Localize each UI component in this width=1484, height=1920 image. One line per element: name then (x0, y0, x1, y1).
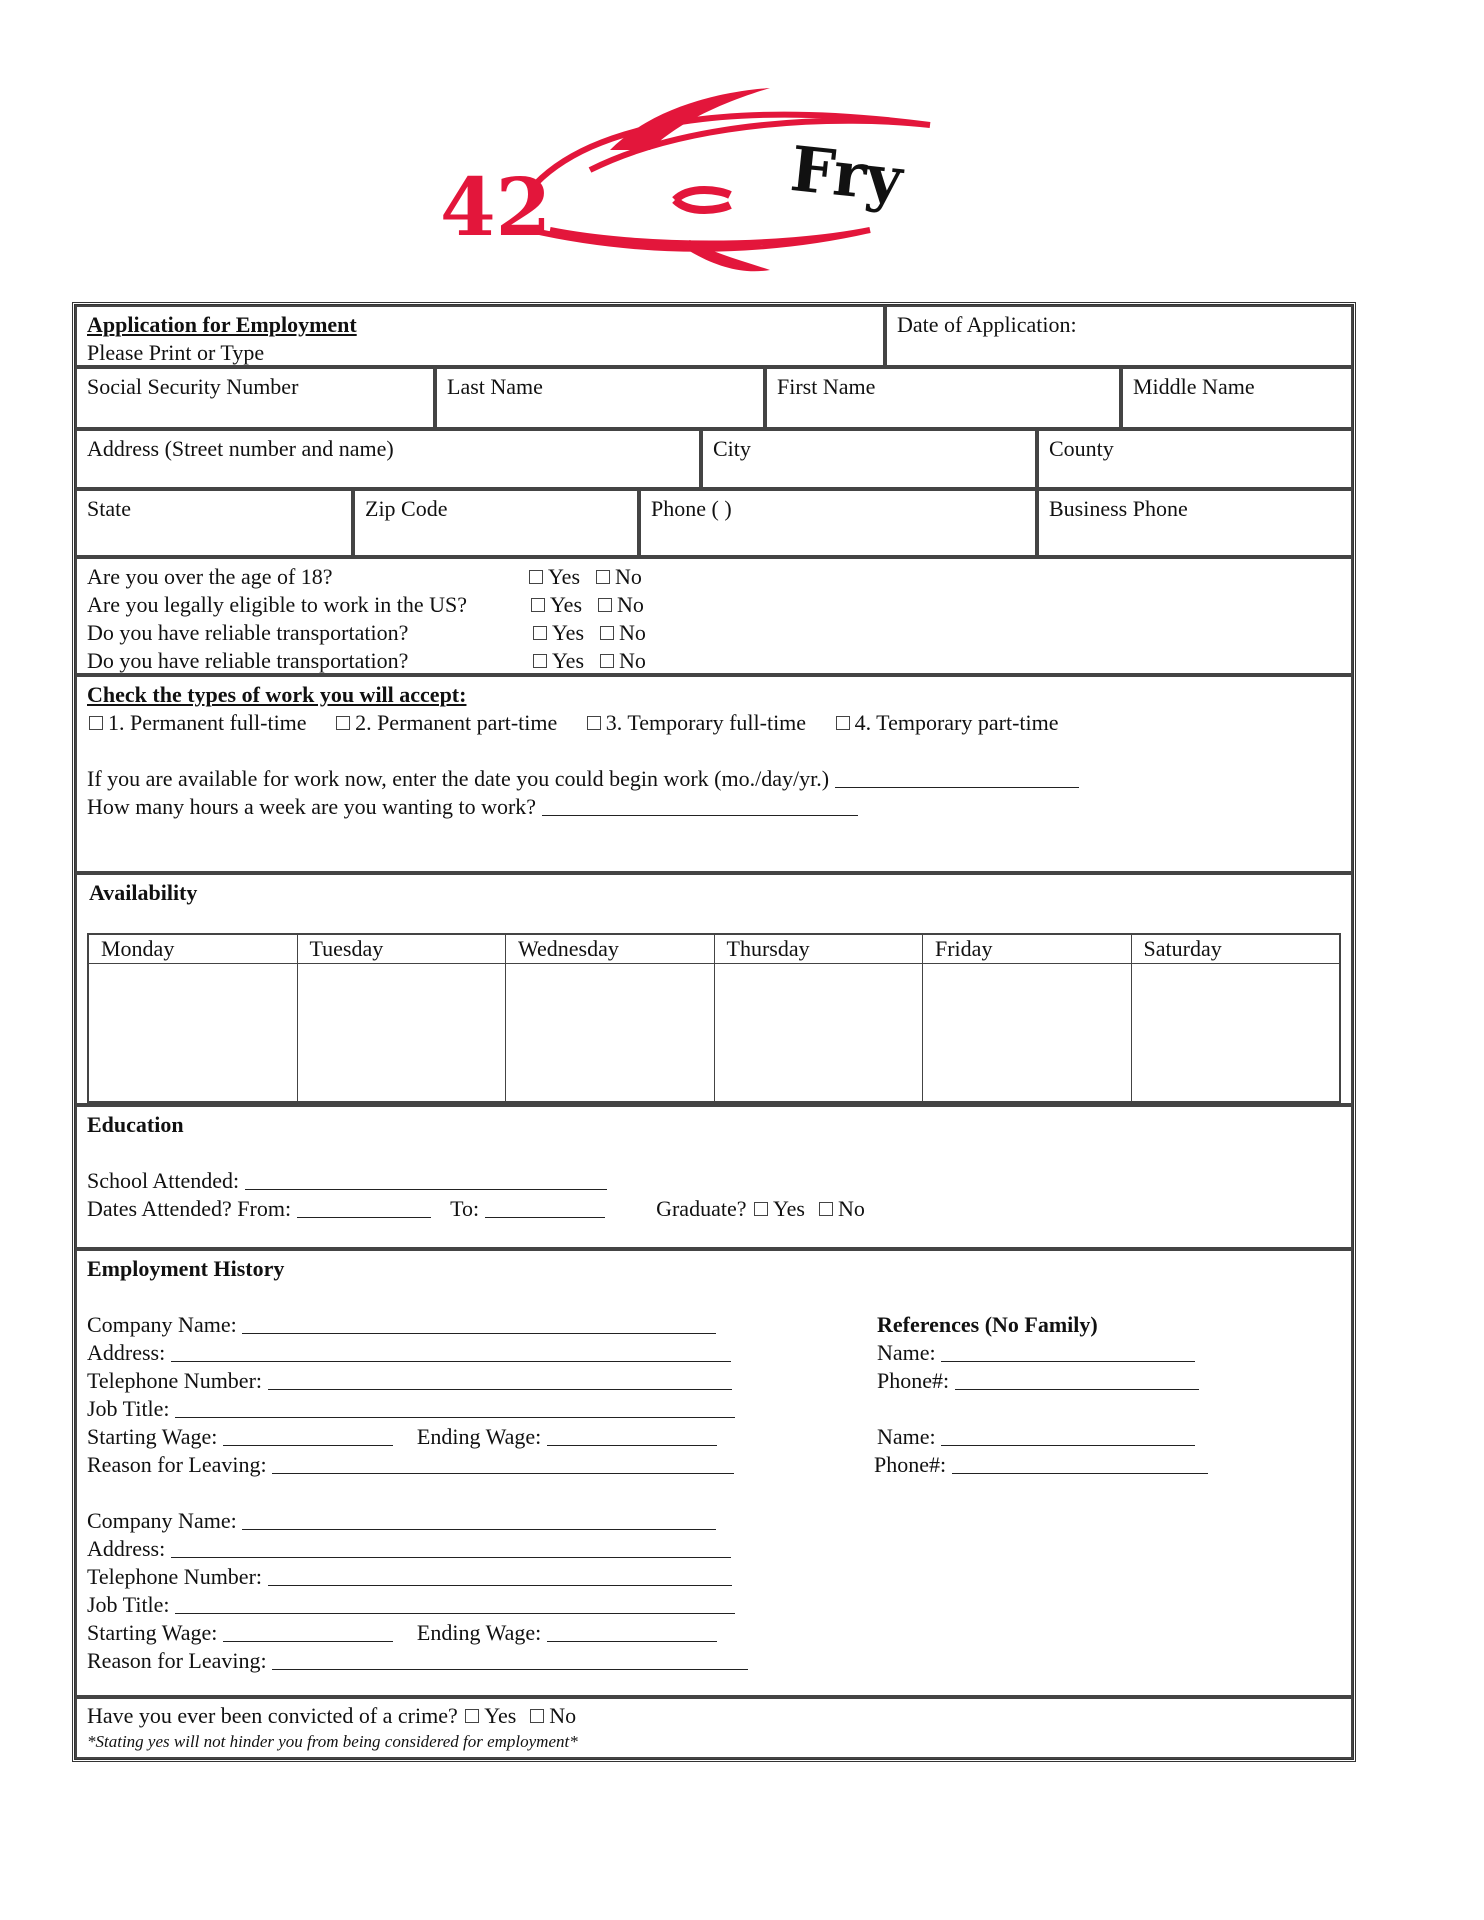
school-label: School Attended: (87, 1168, 240, 1193)
county-label: County (1049, 436, 1114, 461)
day-column-tuesday (298, 935, 507, 1101)
yes-label: Yes (552, 620, 585, 645)
crime-note: *Stating yes will not hinder you from being considered for employment* (87, 1732, 578, 1751)
day-column-wednesday (506, 935, 715, 1101)
question-text: Do you have reliable transportation? (87, 648, 409, 673)
last-name-label: Last Name (447, 374, 543, 399)
graduate-yes-label: Yes (772, 1196, 805, 1221)
yes-checkbox[interactable] (531, 598, 545, 612)
day-column-saturday (1132, 935, 1340, 1101)
employment-history-section (75, 1249, 1353, 1697)
day-header: Friday (923, 935, 1131, 964)
day-column-monday (89, 935, 298, 1101)
yes-checkbox[interactable] (533, 654, 547, 668)
middle-name-field[interactable] (1121, 367, 1353, 429)
question-text: Are you over the age of 18? (87, 564, 333, 589)
business-phone-field[interactable] (1037, 489, 1353, 557)
ref-name-input[interactable] (941, 1425, 1195, 1446)
address-label: Address: (87, 1340, 166, 1365)
employer-1 (87, 1311, 807, 1479)
zip-field[interactable] (353, 489, 639, 557)
day-column-thursday (715, 935, 924, 1101)
job-title-label: Job Title: (87, 1592, 170, 1617)
no-label: No (617, 592, 644, 617)
first-name-field[interactable] (765, 367, 1121, 429)
crime-no-checkbox[interactable] (530, 1709, 544, 1723)
yes-label: Yes (548, 564, 581, 589)
eligibility-questions (75, 557, 1353, 675)
telephone-label: Telephone Number: (87, 1564, 263, 1589)
begin-date-label: If you are available for work now, enter the date you could begin work (mo./day/yr.) (87, 766, 830, 791)
starting-wage-input[interactable] (223, 1621, 393, 1642)
question-text: Are you legally eligible to work in the US? (87, 592, 468, 617)
ref-phone-input[interactable] (952, 1453, 1208, 1474)
school-input[interactable] (245, 1169, 607, 1190)
begin-date-row (87, 765, 1341, 793)
day-input[interactable] (506, 964, 714, 1104)
company-label: Company Name: (87, 1508, 237, 1533)
graduate-no-label: No (838, 1196, 865, 1221)
graduate-yes-checkbox[interactable] (754, 1202, 768, 1216)
telephone-input[interactable] (268, 1369, 732, 1390)
dates-from-label: Dates Attended? From: (87, 1196, 292, 1221)
no-checkbox[interactable] (600, 626, 614, 640)
from-input[interactable] (297, 1197, 431, 1218)
references-heading: References (No Family) (877, 1312, 1098, 1337)
ending-wage-label: Ending Wage: (416, 1424, 542, 1449)
ref-phone-label: Phone#: (877, 1368, 950, 1393)
application-form (72, 302, 1356, 1762)
date-label: Date of Application: (897, 312, 1077, 337)
hours-input[interactable] (542, 795, 858, 816)
first-name-label: First Name (777, 374, 876, 399)
no-label: No (619, 620, 646, 645)
graduate-no-checkbox[interactable] (819, 1202, 833, 1216)
address-input[interactable] (171, 1537, 731, 1558)
phone-label: Phone ( ) (651, 496, 732, 521)
job-title-input[interactable] (175, 1397, 735, 1418)
ending-wage-input[interactable] (547, 1425, 717, 1446)
work-type-label: 2. Permanent part-time (355, 710, 558, 735)
reason-input[interactable] (272, 1453, 734, 1474)
day-header: Saturday (1132, 935, 1340, 964)
company-logo (440, 80, 1040, 280)
question-row (87, 647, 1341, 675)
state-label: State (87, 496, 131, 521)
availability-heading: Availability (89, 880, 198, 905)
work-type-checkbox[interactable] (89, 716, 103, 730)
business-phone-label: Business Phone (1049, 496, 1188, 521)
begin-date-input[interactable] (835, 767, 1079, 788)
telephone-label: Telephone Number: (87, 1368, 263, 1393)
reason-label: Reason for Leaving: (87, 1452, 267, 1477)
day-input[interactable] (89, 964, 297, 1104)
reason-label: Reason for Leaving: (87, 1648, 267, 1673)
work-types-options (87, 709, 1341, 737)
company-input[interactable] (242, 1509, 716, 1530)
zip-label: Zip Code (365, 496, 448, 521)
reason-input[interactable] (272, 1649, 748, 1670)
day-input[interactable] (715, 964, 923, 1104)
address-label: Address: (87, 1536, 166, 1561)
education-heading: Education (87, 1112, 184, 1137)
day-column-friday (923, 935, 1132, 1101)
ref-name-label: Name: (877, 1340, 936, 1365)
yes-checkbox[interactable] (529, 570, 543, 584)
hours-row (87, 793, 1341, 821)
state-field[interactable] (75, 489, 353, 557)
education-section (75, 1105, 1353, 1249)
day-header: Tuesday (298, 935, 506, 964)
ending-wage-input[interactable] (547, 1621, 717, 1642)
no-checkbox[interactable] (600, 654, 614, 668)
graduate-label: Graduate? (656, 1196, 747, 1221)
references-block (874, 1311, 1297, 1479)
company-input[interactable] (242, 1313, 716, 1334)
ending-wage-label: Ending Wage: (416, 1620, 542, 1645)
ssn-label: Social Security Number (87, 374, 299, 399)
employment-heading: Employment History (87, 1256, 285, 1281)
to-input[interactable] (485, 1197, 605, 1218)
city-label: City (713, 436, 751, 461)
ref-phone-label: Phone#: (874, 1452, 947, 1477)
school-row (87, 1167, 1341, 1195)
no-label: No (615, 564, 642, 589)
work-type-label: 4. Temporary part-time (854, 710, 1059, 735)
to-label: To: (450, 1196, 480, 1221)
work-types-section (75, 675, 1353, 873)
work-type-checkbox[interactable] (836, 716, 850, 730)
work-types-heading: Check the types of work you will accept: (87, 682, 467, 707)
ssn-field[interactable] (75, 367, 435, 429)
crime-section (75, 1697, 1353, 1759)
day-input[interactable] (298, 964, 506, 1104)
address-field[interactable] (75, 429, 701, 489)
no-label: No (619, 648, 646, 673)
yes-label: Yes (550, 592, 583, 617)
city-field[interactable] (701, 429, 1037, 489)
question-row (87, 563, 1341, 591)
day-header: Thursday (715, 935, 923, 964)
logo-number: 42 (440, 160, 552, 254)
ref-name-label: Name: (877, 1424, 936, 1449)
work-type-checkbox[interactable] (336, 716, 350, 730)
question-text: Do you have reliable transportation? (87, 620, 409, 645)
day-header: Wednesday (506, 935, 714, 964)
dates-row (87, 1195, 1341, 1223)
starting-wage-label: Starting Wage: (87, 1620, 218, 1645)
crime-yes-checkbox[interactable] (465, 1709, 479, 1723)
question-row (87, 619, 1341, 647)
header-cell (75, 305, 885, 367)
starting-wage-input[interactable] (223, 1425, 393, 1446)
telephone-input[interactable] (268, 1565, 732, 1586)
day-header: Monday (89, 935, 297, 964)
last-name-field[interactable] (435, 367, 765, 429)
question-row (87, 591, 1341, 619)
day-input[interactable] (923, 964, 1131, 1104)
work-type-label: 1. Permanent full-time (108, 710, 307, 735)
form-subtitle: Please Print or Type (87, 340, 265, 365)
work-type-checkbox[interactable] (587, 716, 601, 730)
address-input[interactable] (171, 1341, 731, 1362)
no-checkbox[interactable] (598, 598, 612, 612)
company-label: Company Name: (87, 1312, 237, 1337)
address-label: Address (Street number and name) (87, 436, 394, 461)
phone-field[interactable] (639, 489, 1037, 557)
crime-yes-label: Yes (484, 1703, 517, 1728)
logo-word: Fry (787, 132, 906, 217)
job-title-input[interactable] (175, 1593, 735, 1614)
hours-label: How many hours a week are you wanting to work? (87, 794, 537, 819)
job-title-label: Job Title: (87, 1396, 170, 1421)
crime-no-label: No (549, 1703, 577, 1728)
ref-phone-input[interactable] (955, 1369, 1199, 1390)
ref-name-input[interactable] (941, 1341, 1195, 1362)
availability-section (75, 873, 1353, 1105)
day-input[interactable] (1132, 964, 1340, 1104)
yes-label: Yes (552, 648, 585, 673)
middle-name-label: Middle Name (1133, 374, 1255, 399)
date-of-application-field[interactable] (885, 305, 1353, 367)
starting-wage-label: Starting Wage: (87, 1424, 218, 1449)
work-type-label: 3. Temporary full-time (605, 710, 807, 735)
availability-table (87, 933, 1341, 1103)
yes-checkbox[interactable] (533, 626, 547, 640)
crime-question: Have you ever been convicted of a crime? (87, 1703, 458, 1728)
form-title: Application for Employment (87, 312, 357, 337)
employer-2 (87, 1507, 827, 1675)
county-field[interactable] (1037, 429, 1353, 489)
no-checkbox[interactable] (596, 570, 610, 584)
